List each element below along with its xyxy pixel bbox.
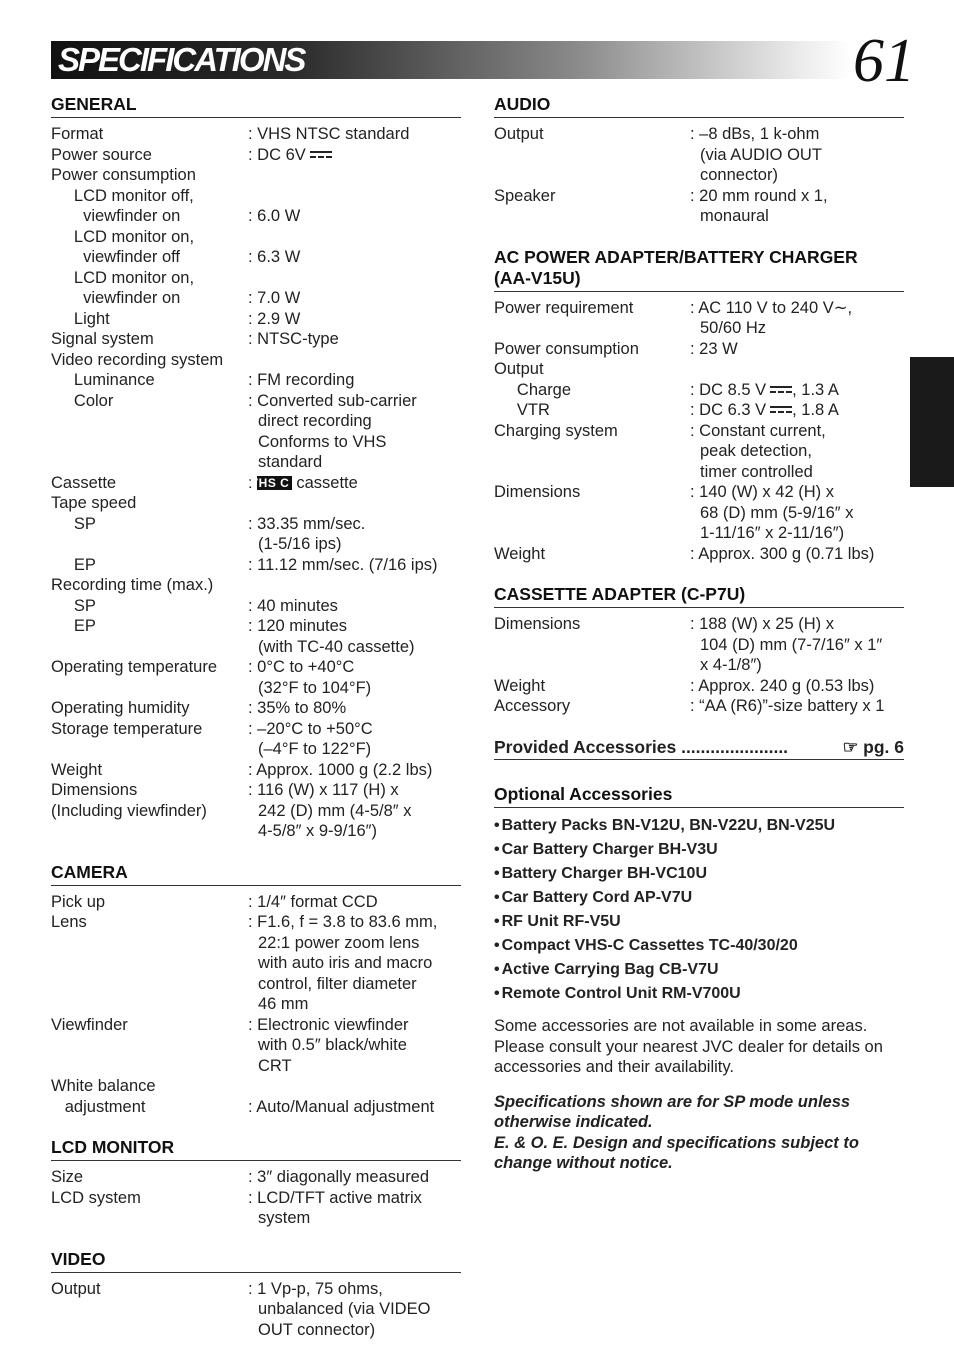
- section-heading: GENERAL: [51, 94, 461, 118]
- spec-label: Tape speed: [51, 494, 137, 512]
- spec-value-text: 1 Vp-p, 75 ohms, unbalanced (via VIDEO OUT connector): [257, 1279, 431, 1339]
- vhs-c-logo: VHS C: [257, 476, 292, 490]
- spec-row: [51, 186, 461, 207]
- spec-label: Signal system: [51, 330, 154, 348]
- spec-row: [51, 1279, 461, 1341]
- spec-value: [248, 370, 461, 391]
- spec-label: LCD system: [51, 1188, 141, 1207]
- spec-row: [51, 370, 461, 391]
- spec-value: [248, 206, 461, 227]
- page-title: SPECIFICATIONS: [58, 41, 305, 78]
- list-item: • RF Unit RF-V5U: [494, 910, 904, 934]
- spec-table: [494, 614, 904, 717]
- list-item: • Battery Packs BN-V12U, BN-V22U, BN-V25U: [494, 814, 904, 838]
- spec-value-text: DC 6.3 V: [699, 401, 767, 419]
- spec-row: [494, 676, 904, 697]
- spec-value-text: 116 (W) x 117 (H) x 242 (D) mm (4-5/8″ x 4-5/8″ x 9-9/16″): [257, 781, 412, 840]
- spec-value: [690, 482, 904, 544]
- audio-section: [494, 94, 904, 227]
- list-item: • Active Carrying Bag CB-V7U: [494, 958, 904, 982]
- spec-row: [51, 165, 461, 186]
- spec-value-text: FM recording: [257, 371, 355, 389]
- spec-value-text: Auto/Manual adjustment: [256, 1097, 435, 1116]
- optional-accessories-list: [494, 814, 904, 1006]
- spec-label: SP: [51, 514, 96, 533]
- spec-row: [51, 780, 461, 842]
- spec-row: [494, 696, 904, 717]
- spec-label: Speaker: [494, 186, 556, 205]
- spec-value: [248, 514, 461, 555]
- spec-label: White balance: [51, 1077, 156, 1095]
- spec-row: [51, 912, 461, 1015]
- spec-row: [494, 400, 904, 421]
- spec-value-text: 0°C to +40°C (32°F to 104°F): [257, 658, 372, 697]
- list-item: • Car Battery Charger BH-V3U: [494, 838, 904, 862]
- spec-value-text: 2.9 W: [257, 309, 301, 328]
- spec-row: [51, 391, 461, 473]
- spec-value-text: 23 W: [699, 339, 738, 358]
- spec-row: [51, 698, 461, 719]
- spec-value-text: “AA (R6)”-size battery x 1: [699, 697, 885, 715]
- spec-table: [51, 1279, 461, 1341]
- optional-accessories-heading: Optional Accessories: [494, 784, 904, 808]
- spec-label: LCD monitor on,: [51, 268, 195, 287]
- spec-label: Power consumption: [51, 166, 196, 184]
- spec-label: Output: [51, 1279, 101, 1298]
- spec-row: [51, 473, 461, 494]
- lcd-monitor-section: [51, 1137, 461, 1229]
- spec-value: [248, 493, 461, 514]
- spec-value-text: DC 6V: [257, 145, 306, 164]
- spec-row: [51, 719, 461, 760]
- spec-label: Recording time (max.): [51, 576, 214, 594]
- spec-label: Dimensions (Including viewfinder): [51, 781, 207, 820]
- spec-table: [494, 298, 904, 565]
- spec-value-text: 6.0 W: [257, 207, 301, 225]
- spec-label: Dimensions: [494, 615, 581, 633]
- spec-label: viewfinder off: [51, 248, 181, 266]
- spec-row: [51, 1076, 461, 1097]
- spec-value: [248, 268, 461, 289]
- spec-label: VTR: [494, 401, 550, 419]
- spec-label: Weight: [51, 760, 103, 779]
- spec-value: [248, 1015, 461, 1077]
- spec-label: EP: [51, 555, 96, 574]
- spec-value: [690, 421, 904, 483]
- section-heading: AC POWER ADAPTER/BATTERY CHARGER (AA-V15U): [494, 247, 904, 292]
- disclaimer-sp-mode: Specifications shown are for SP mode unless otherwise indicated.: [494, 1092, 851, 1131]
- spec-row: [51, 657, 461, 698]
- section-heading: AUDIO: [494, 94, 904, 118]
- spec-label: Power source: [51, 145, 152, 164]
- spec-value-text: cassette: [296, 473, 358, 492]
- spec-label: Video recording system: [51, 350, 224, 369]
- spec-row: [494, 614, 904, 676]
- spec-value-text: 188 (W) x 25 (H) x 104 (D) mm (7-7/16″ x 1″ x 4-1/8″): [699, 615, 883, 674]
- provided-accessories-label: Provided Accessories ......................: [494, 736, 789, 757]
- spec-value: [248, 288, 461, 309]
- spec-label: EP: [51, 617, 96, 635]
- spec-label: adjustment: [51, 1097, 146, 1116]
- spec-label: Cassette: [51, 473, 117, 492]
- list-item: • Car Battery Cord AP-V7U: [494, 886, 904, 910]
- spec-value: [248, 329, 461, 350]
- spec-value-text: –20°C to +50°C (–4°F to 122°F): [257, 719, 373, 758]
- dc-symbol-icon: [770, 406, 792, 415]
- spec-row: [51, 616, 461, 657]
- spec-value-text: Constant current, peak detection, timer controlled: [699, 421, 826, 481]
- spec-value: [690, 339, 904, 360]
- spec-row: [51, 760, 461, 781]
- spec-label: Accessory: [494, 697, 571, 715]
- spec-value: [248, 124, 461, 145]
- spec-label: Charging system: [494, 421, 618, 440]
- section-heading: CAMERA: [51, 862, 461, 886]
- spec-label: Weight: [494, 676, 546, 695]
- page-reference: ☞ pg. 6: [842, 736, 904, 757]
- spec-label: SP: [51, 596, 96, 615]
- spec-value: [248, 1097, 461, 1118]
- spec-label: viewfinder on: [51, 289, 181, 307]
- spec-value-text: Electronic viewfinder with 0.5″ black/white CRT: [257, 1015, 409, 1075]
- spec-value-text: 1/4″ format CCD: [257, 892, 378, 911]
- spec-value-text: Approx. 1000 g (2.2 lbs): [256, 760, 433, 779]
- page-number: 61: [853, 27, 915, 95]
- spec-table: [494, 124, 904, 227]
- spec-value: [248, 309, 461, 330]
- spec-row: [51, 247, 461, 268]
- spec-value: [690, 186, 904, 227]
- spec-row: [51, 1167, 461, 1188]
- spec-value: [248, 555, 461, 576]
- spec-row: [494, 186, 904, 227]
- spec-row: [51, 124, 461, 145]
- spec-value: [248, 391, 461, 473]
- spec-value: [690, 359, 904, 380]
- current-rating: , 1.3 A: [792, 380, 839, 399]
- spec-row: [494, 421, 904, 483]
- provided-accessories: [494, 737, 904, 761]
- spec-row: [51, 329, 461, 350]
- spec-value-text: NTSC-type: [257, 330, 339, 348]
- spec-value: [248, 1279, 461, 1341]
- spec-label: viewfinder on: [51, 207, 181, 225]
- section-heading: CASSETTE ADAPTER (C-P7U): [494, 584, 904, 608]
- spec-value-text: DC 8.5 V: [699, 380, 767, 399]
- spec-value: [248, 575, 461, 596]
- spec-label: Dimensions: [494, 483, 581, 501]
- spec-label: Size: [51, 1168, 84, 1186]
- spec-row: [494, 124, 904, 186]
- spec-value-text: F1.6, f = 3.8 to 83.6 mm, 22:1 power zoom lens with auto iris and macro control, filter diameter 46 mm: [257, 913, 438, 1013]
- spec-value: [248, 616, 461, 657]
- spec-label: Luminance: [51, 371, 155, 389]
- spec-value: [248, 1167, 461, 1188]
- spec-value: [248, 350, 461, 371]
- spec-row: [51, 268, 461, 289]
- video-section: [51, 1249, 461, 1341]
- spec-value-text: Converted sub-carrier direct recording Conforms to VHS standard: [257, 391, 417, 471]
- spec-value: [248, 473, 461, 494]
- spec-row: [494, 482, 904, 544]
- spec-value-text: VHS NTSC standard: [257, 125, 410, 143]
- spec-value-text: 20 mm round x 1, monaural: [699, 186, 828, 225]
- spec-label: Operating temperature: [51, 658, 218, 676]
- spec-value: [248, 186, 461, 207]
- spec-row: [494, 380, 904, 401]
- spec-value-text: 33.35 mm/sec. (1-5/16 ips): [257, 514, 366, 553]
- spec-label: Power requirement: [494, 298, 634, 317]
- dc-symbol-icon: [310, 151, 332, 160]
- spec-value: [248, 912, 461, 1015]
- spec-value-text: Approx. 240 g (0.53 lbs): [698, 676, 875, 695]
- spec-label: Pick up: [51, 892, 106, 911]
- spec-value: [248, 760, 461, 781]
- spec-value: [248, 165, 461, 186]
- spec-label: Format: [51, 125, 104, 143]
- spec-value: [248, 698, 461, 719]
- spec-label: Power consumption: [494, 339, 639, 358]
- spec-row: [51, 596, 461, 617]
- dc-symbol-icon: [770, 386, 792, 395]
- spec-value: [690, 676, 904, 697]
- spec-value: [248, 657, 461, 698]
- spec-value: [248, 892, 461, 913]
- cassette-adapter-section: [494, 584, 904, 717]
- disclaimer: [494, 1092, 904, 1174]
- spec-row: [51, 1097, 461, 1118]
- spec-label: Output: [494, 125, 544, 143]
- spec-row: [51, 514, 461, 555]
- spec-value-text: 3″ diagonally measured: [257, 1168, 430, 1186]
- spec-table: [51, 124, 461, 842]
- spec-row: [51, 892, 461, 913]
- section-heading: LCD MONITOR: [51, 1137, 461, 1161]
- spec-row: [494, 359, 904, 380]
- spec-row: [51, 288, 461, 309]
- spec-label: Charge: [494, 380, 572, 399]
- spec-label: Lens: [51, 913, 87, 931]
- spec-row: [494, 298, 904, 339]
- spec-value: [690, 614, 904, 676]
- spec-value: [248, 596, 461, 617]
- spec-value: [248, 1076, 461, 1097]
- spec-value-text: 11.12 mm/sec. (7/16 ips): [257, 555, 438, 574]
- spec-row: [51, 227, 461, 248]
- disclaimer-eoe: E. & O. E. Design and specifications subject to change without notice.: [494, 1133, 859, 1172]
- spec-label: Viewfinder: [51, 1015, 128, 1034]
- spec-value: [690, 400, 904, 421]
- camera-section: [51, 862, 461, 1118]
- spec-value-text: 120 minutes (with TC-40 cassette): [257, 617, 415, 656]
- spec-row: [51, 145, 461, 166]
- list-item: • Compact VHS-C Cassettes TC-40/30/20: [494, 934, 904, 958]
- spec-value: [248, 145, 461, 166]
- spec-row: [51, 493, 461, 514]
- spec-row: [51, 350, 461, 371]
- spec-label: Storage temperature: [51, 719, 203, 738]
- spec-value: [248, 780, 461, 842]
- section-heading: VIDEO: [51, 1249, 461, 1273]
- spec-label: LCD monitor on,: [51, 227, 195, 246]
- spec-label: Color: [51, 391, 114, 410]
- current-rating: , 1.8 A: [792, 401, 839, 419]
- spec-value: [690, 298, 904, 339]
- spec-row: [494, 544, 904, 565]
- spec-row: [51, 575, 461, 596]
- spec-value-text: Approx. 300 g (0.71 lbs): [698, 544, 875, 563]
- spec-value: [248, 227, 461, 248]
- spec-row: [51, 206, 461, 227]
- spec-value-text: 140 (W) x 42 (H) x 68 (D) mm (5-9/16″ x 1-11/16″ x 2-11/16″): [699, 483, 854, 542]
- spec-value: [690, 696, 904, 717]
- spec-value-text: 40 minutes: [257, 596, 338, 615]
- spec-value-text: LCD/TFT active matrix system: [257, 1188, 422, 1227]
- spec-label: Operating humidity: [51, 699, 190, 717]
- spec-row: [51, 1188, 461, 1229]
- spec-value-text: AC 110 V to 240 V∼, 50/60 Hz: [698, 298, 853, 337]
- spec-value: [248, 247, 461, 268]
- spec-row: [494, 339, 904, 360]
- availability-note: Some accessories are not available in some areas. Please consult your nearest JVC dealer for details on accessories and their availability.: [494, 1017, 883, 1076]
- spec-row: [51, 555, 461, 576]
- spec-label: LCD monitor off,: [51, 186, 194, 205]
- spec-value-text: 7.0 W: [257, 289, 301, 307]
- spec-label: Output: [494, 360, 544, 378]
- spec-label: Weight: [494, 544, 546, 563]
- spec-row: [51, 309, 461, 330]
- spec-value: [690, 544, 904, 565]
- spec-row: [51, 1015, 461, 1077]
- left-column: [51, 94, 461, 1360]
- spec-value: [690, 380, 904, 401]
- right-column: [494, 94, 904, 1174]
- spec-value-text: 35% to 80%: [257, 699, 347, 717]
- list-item: • Remote Control Unit RM-V700U: [494, 982, 904, 1006]
- spec-value: [690, 124, 904, 186]
- side-tab-marker: [910, 357, 954, 487]
- spec-label: Light: [51, 309, 110, 328]
- spec-value: [248, 719, 461, 760]
- spec-table: [51, 892, 461, 1118]
- ac-adapter-section: [494, 247, 904, 565]
- list-item: • Battery Charger BH-VC10U: [494, 862, 904, 886]
- spec-value-text: 6.3 W: [257, 248, 301, 266]
- spec-value-text: –8 dBs, 1 k-ohm (via AUDIO OUT connector): [699, 125, 822, 184]
- spec-table: [51, 1167, 461, 1229]
- general-section: [51, 94, 461, 842]
- spec-value: [248, 1188, 461, 1229]
